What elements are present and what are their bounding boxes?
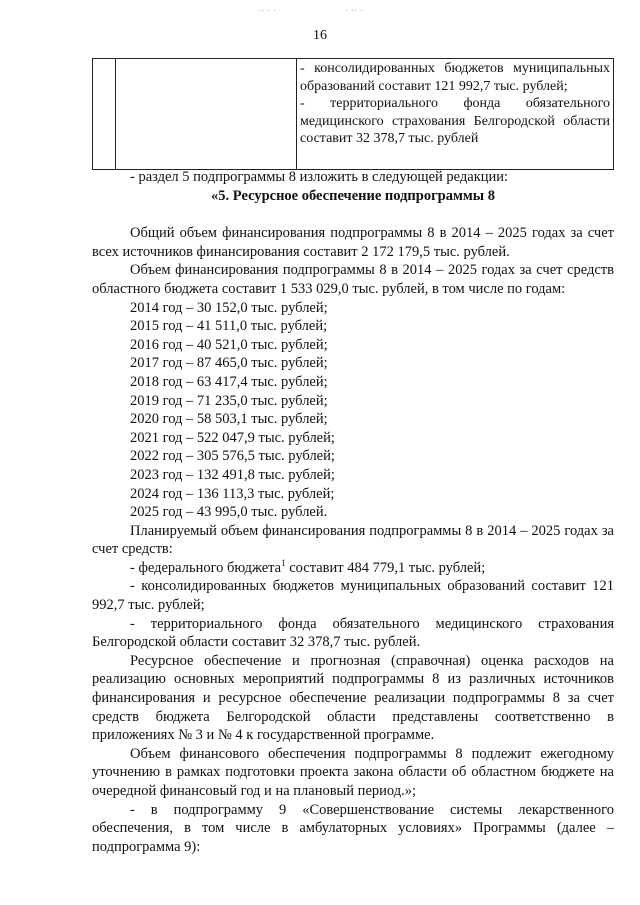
intro-line: - раздел 5 подпрограммы 8 изложить в следующей редакции: — [130, 169, 509, 185]
paragraph: - в подпрограмму 9 «Совершенствование системы лекарственного обеспечения, в том числе в амбулаторных условиях» Программы (далее – подпрограмма 9): — [92, 801, 614, 855]
year-line: 2017 год – 87 465,0 тыс. рублей; — [130, 355, 328, 372]
year-line: 2016 год – 40 521,0 тыс. рублей; — [130, 336, 328, 353]
paragraph: Планируемый объем финансирования подпрограммы 8 в 2014 – 2025 годах за счет средств: — [92, 522, 614, 558]
table-cell-empty — [116, 59, 297, 170]
paragraph: Объем финансирования подпрограммы 8 в 2014 – 2025 годах за счет средств областного бюджета составит 1 533 029,0 тыс. рублей, в том числе по годам: — [92, 262, 614, 297]
bullet-text: - федерального бюджета — [130, 559, 282, 576]
document-body — [92, 168, 614, 856]
year-line: 2023 год – 132 491,8 тыс. рублей; — [130, 466, 335, 483]
paragraph: Ресурсное обеспечение и прогнозная (справочная) оценка расходов на реализацию основных мероприятий подпрограммы 8 из различных источников финансирования и ресурсное обеспечение реализации подпрограммы 8 за счет средств бюджета Белгородской области представлены соответственно в приложениях № 3 и № 4 к государственной программе. — [92, 652, 614, 744]
year-line: 2019 год – 71 235,0 тыс. рублей; — [130, 392, 328, 409]
table-cell-text — [297, 59, 614, 170]
year-line: 2024 год – 136 113,3 тыс. рублей; — [130, 485, 335, 502]
bullet-federal — [92, 559, 614, 578]
table-row — [93, 59, 614, 170]
bullet-fund: - территориального фонда обязательного медицинского страхования Белгородской области составит 32 378,7 тыс. рублей. — [92, 615, 614, 651]
paragraph: Объем финансового обеспечения подпрограммы 8 подлежит ежегодному уточнению в рамках подготовки проекта закона области об областном бюджете на очередной финансовый год и на плановый период.»; — [92, 745, 614, 799]
year-line: 2025 год – 43 995,0 тыс. рублей. — [130, 504, 328, 521]
year-line: 2015 год – 41 511,0 тыс. рублей; — [130, 318, 328, 335]
bullet-municipal: - консолидированных бюджетов муниципальных образований составит 121 992,7 тыс. рублей; — [92, 578, 614, 614]
scan-artifact: · ·· · — [345, 6, 364, 17]
bullet-text: составит 484 779,1 тыс. рублей; — [285, 559, 486, 576]
continued-table — [92, 58, 614, 170]
footnote-marker: 1 — [281, 558, 286, 569]
year-line: 2018 год – 63 417,4 тыс. рублей; — [130, 373, 328, 390]
scan-artifact: ·· · · — [258, 6, 277, 17]
section-title: «5. Ресурсное обеспечение подпрограммы 8 — [211, 187, 495, 204]
year-line: 2021 год – 522 047,9 тыс. рублей; — [130, 429, 335, 446]
year-line: 2014 год – 30 152,0 тыс. рублей; — [130, 299, 328, 316]
year-line: 2022 год – 305 576,5 тыс. рублей; — [130, 448, 335, 465]
page-number: 16 — [313, 28, 327, 43]
year-line: 2020 год – 58 503,1 тыс. рублей; — [130, 411, 328, 428]
table-cell-item: - территориального фонда обязательного медицинского страхования Белгородской области составит 32 378,7 тыс. рублей — [300, 96, 610, 146]
table-cell-item: - консолидированных бюджетов муниципальных образований составит 121 992,7 тыс. рублей; — [300, 61, 610, 94]
table-cell-empty — [93, 59, 116, 170]
paragraph: Общий объем финансирования подпрограммы 8 в 2014 – 2025 годах за счет всех источников финансирования составит 2 172 179,5 тыс. рублей. — [92, 225, 614, 260]
